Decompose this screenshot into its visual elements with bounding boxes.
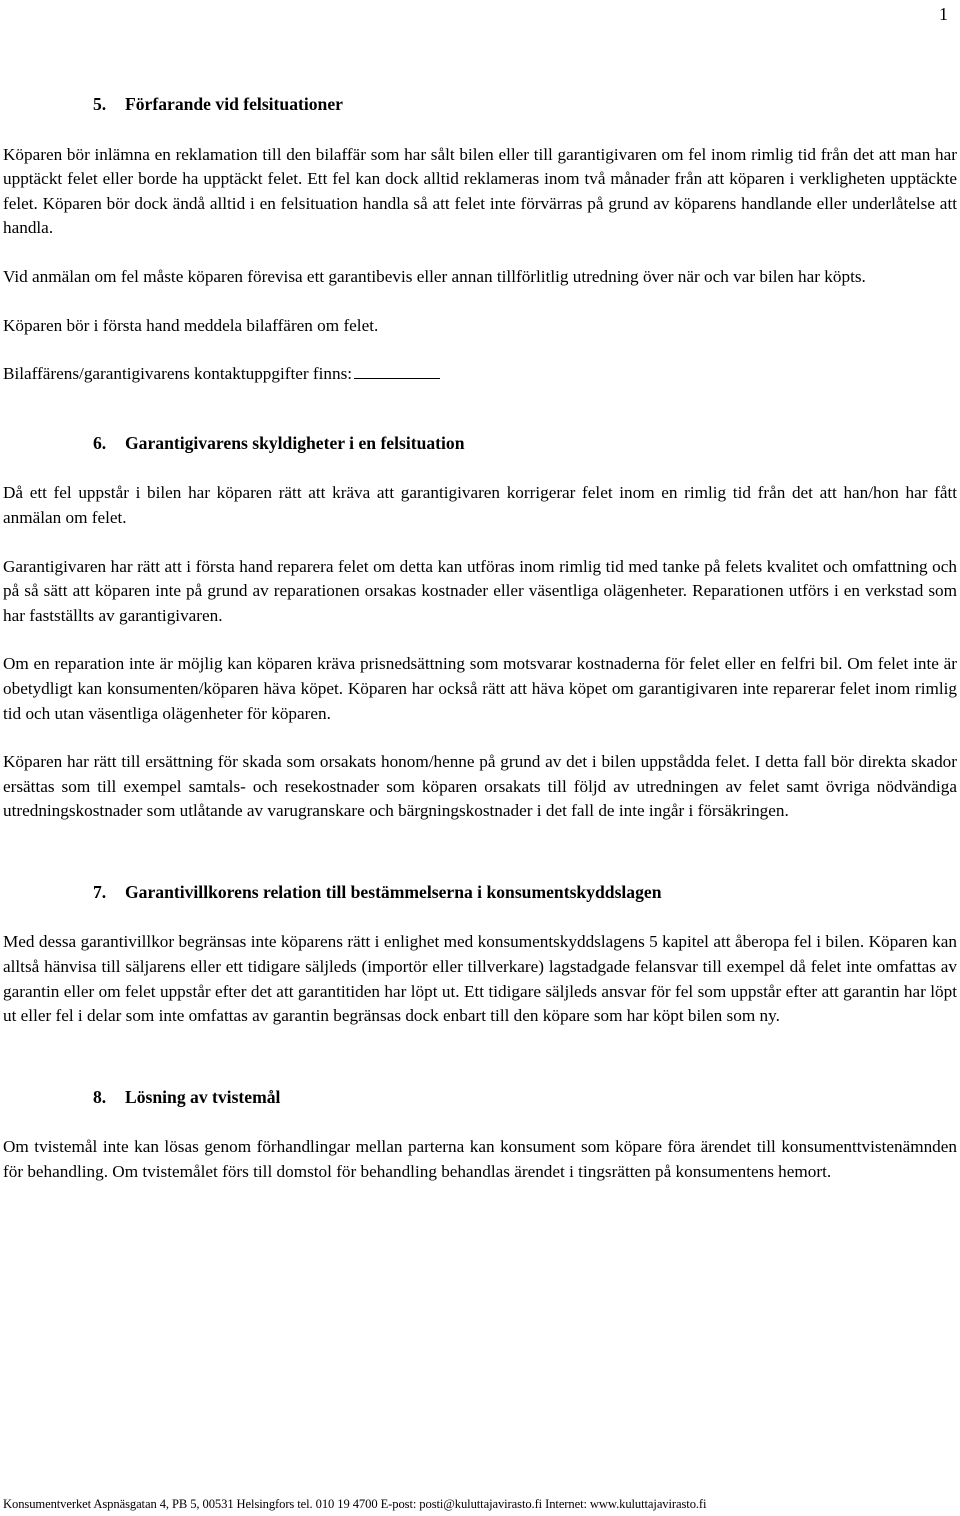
section-heading-7 (93, 880, 957, 905)
section-number: 5. (93, 94, 107, 114)
page-number: 1 (939, 4, 948, 24)
contact-info-line (3, 362, 957, 387)
paragraph: Om tvistemål inte kan lösas genom förhandlingar mellan parterna kan konsument som köpare föra ärendet till konsumenttvistenämnden för behandling. Om tvistemålet förs till domstol för behandling behandlas ärendet i tingsrätten på konsumentens hemort. (3, 1137, 957, 1182)
section-heading-6 (93, 431, 957, 456)
paragraph: Köparen bör i första hand meddela bilaffären om felet. (3, 315, 379, 335)
paragraph: Garantigivaren har rätt att i första hand reparera felet om detta kan utföras inom rimlig tid med tanke på felets kvalitet och omfattning och på så sätt att köparen inte på grund av reparationen orsakas kostnader eller väsentliga olägenheter. Reparationen utförs i en verkstad som har fastställts av garantigivaren. (3, 556, 957, 625)
section-title: Garantigivarens skyldigheter i en felsituation (125, 432, 465, 453)
section-number: 7. (93, 881, 107, 902)
paragraph: Vid anmälan om fel måste köparen förevisa ett garantibevis eller annan tillförlitlig utredning över när och var bilen har köpts. (3, 266, 866, 286)
paragraph: Med dessa garantivillkor begränsas inte köparens rätt i enlighet med konsumentskyddslagens 5 kapitel att åberopa fel i bilen. Köparen kan alltså hänvisa till säljarens eller ett tidigare säljleds (importör eller tillverkare) lagstadgade felansvar till exempel då felet inte omfattas av garantin eller om felet uppstår efter det att garantitiden har löpt ut. Ett tidigare säljleds ansvar för fel som uppstår efter att garantin har löpt ut eller fel i delar som inte omfattas av garantin begränsas dock enbart till den köpare som har köpt bilen som ny. (3, 932, 957, 1026)
section-title: Garantivillkorens relation till bestämmelserna i konsumentskyddslagen (125, 881, 662, 902)
section-heading-8 (93, 1085, 957, 1110)
section-title: Lösning av tvistemål (125, 1086, 281, 1107)
paragraph: Köparen har rätt till ersättning för skada som orsakats honom/henne på grund av det i bilen uppstådda felet. I detta fall bör direkta skador ersättas som till exempel samtals- och resekostnader som köparen orsakats till följd av utredningen av felet samt övriga nödvändiga utredningskostnader som utlåtande av varugranskare och bärgningskostnader i det fall de inte ingår i försäkringen. (3, 752, 957, 821)
paragraph: Då ett fel uppstår i bilen har köparen rätt att kräva att garantigivaren korrigerar felet inom en rimlig tid från det att han/hon har fått anmälan om felet. (3, 483, 957, 527)
section-number: 8. (93, 1086, 107, 1107)
page-footer: Konsumentverket Aspnäsgatan 4, PB 5, 00531 Helsingfors tel. 010 19 4700 E-post: posti@kuluttajavirasto.fi Internet: www.kuluttajavirasto.fi (3, 1497, 707, 1511)
document-body (3, 92, 957, 1209)
contact-info-blank (354, 364, 440, 379)
section-heading-5 (93, 92, 957, 117)
section-title: Förfarande vid felsituationer (125, 94, 343, 114)
section-number: 6. (93, 432, 107, 453)
paragraph: Om en reparation inte är möjlig kan köparen kräva prisnedsättning som motsvarar kostnaderna för felet eller en felfri bil. Om felet inte är obetydligt kan konsumenten/köparen häva köpet. Köparen har också rätt att häva köpet om garantigivaren inte reparerar felet inom rimlig tid och utan väsentliga olägenheter för köparen. (3, 654, 957, 723)
contact-info-label: Bilaffärens/garantigivarens kontaktuppgifter finns: (3, 364, 353, 384)
paragraph: Köparen bör inlämna en reklamation till den bilaffär som har sålt bilen eller till garantigivaren om fel inom rimlig tid från det att man har upptäckt felet eller borde ha upptäckt felet. Ett fel kan dock alltid reklameras inom två månader från att köparen i verkligheten upptäckte felet. Köparen bör dock ändå alltid i en felsituation handla så att felet inte förvärras på grund av köparens handlande eller underlåtelse att handla. (3, 144, 957, 238)
